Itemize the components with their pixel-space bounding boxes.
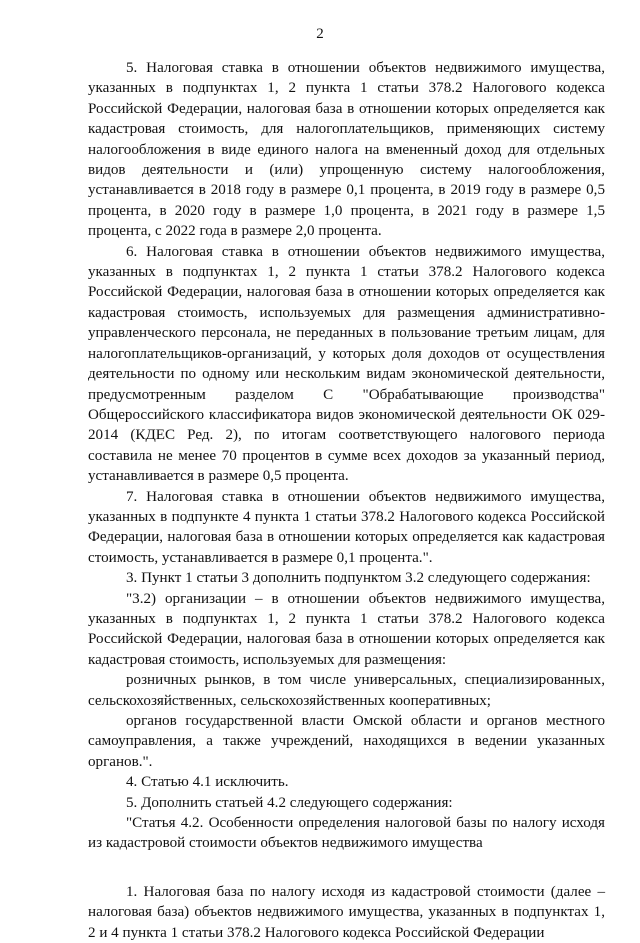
paragraph-add-article-4-2: 5. Дополнить статьей 4.2 следующего содержания: (126, 794, 453, 811)
paragraph-exclude-article-4-1: 4. Статью 4.1 исключить. (126, 774, 289, 791)
article-4-2-heading: "Статья 4.2. Особенности определения налоговой базы по налогу исходя из кадастровой стоимости объектов недвижимого имущества (88, 815, 605, 852)
paragraph-item-5-rate: 5. Налоговая ставка в отношении объектов недвижимого имущества, указанных в подпунктах 1, 2 пункта 1 статьи 378.2 Налогового кодекса Российской Федерации, налоговая база в отношении которых определяется как кадастровая стоимость, для налогоплательщиков, применяющих систему налогообложения в виде единого налога на вмененный доход для отдельных видов деятельности и (или) упрощенную систему налогообложения, устанавливается в 2018 году в размере 0,1 процента, в 2019 году в размере 0,5 процента, в 2020 году в размере 1,0 процента, в 2021 году в размере 1,5 процента, с 2022 года в размере 2,0 процента. (88, 60, 605, 240)
paragraph-item-7-rate: 7. Налоговая ставка в отношении объектов недвижимого имущества, указанных в подпункте 4 пункта 1 статьи 378.2 Налогового кодекса Российской Федерации, налоговая база в отношении которых определяется как кадастровая стоимость, устанавливается в размере 0,1 процента.". (88, 488, 605, 566)
paragraph-tax-base-1: 1. Налоговая база по налогу исходя из кадастровой стоимости (далее – налоговая база) объектов недвижимого имущества, указанных в подпунктах 1, 2 и 4 пункта 1 статьи 378.2 Налогового кодекса Российской Федерации (88, 883, 605, 941)
paragraph-government-bodies: органов государственной власти Омской области и органов местного самоуправления, а также учреждений, находящихся в ведении указанных органов.". (88, 713, 605, 770)
page-number: 2 (316, 26, 324, 42)
paragraph-item-6-rate: 6. Налоговая ставка в отношении объектов недвижимого имущества, указанных в подпунктах 1, 2 пункта 1 статьи 378.2 Налогового кодекса Российской Федерации, налоговая база в отношении которых определяется как кадастровая стоимость, используемых для размещения административно-управленческого персонала, не переданных в пользование третьим лицам, для налогоплательщиков-организаций, у которых доля доходов от осуществления деятельности по одному или нескольким видам экономической деятельности, предусмотренным разделом C "Обрабатывающие производства" Общероссийского классификатора видов экономической деятельности ОК 029-2014 (КДЕС Ред. 2), по итогам соответствующего налогового периода составила не менее 70 процентов в сумме всех доходов за указанный период, устанавливается в размере 0,5 процента. (88, 243, 605, 485)
document-body (88, 58, 605, 943)
paragraph-markets: розничных рынков, в том числе универсальных, специализированных, сельскохозяйственных, сельскохозяйственных кооперативных; (88, 672, 605, 709)
paragraph-amend-article-3: 3. Пункт 1 статьи 3 дополнить подпунктом 3.2 следующего содержания: (126, 570, 591, 587)
paragraph-subitem-3-2: "3.2) организации – в отношении объектов недвижимого имущества, указанных в подпунктах 1, 2 пункта 1 статьи 378.2 Налогового кодекса Российской Федерации, налоговая база в отношении которых определяется как кадастровая стоимость, используемых для размещения: (88, 590, 605, 668)
